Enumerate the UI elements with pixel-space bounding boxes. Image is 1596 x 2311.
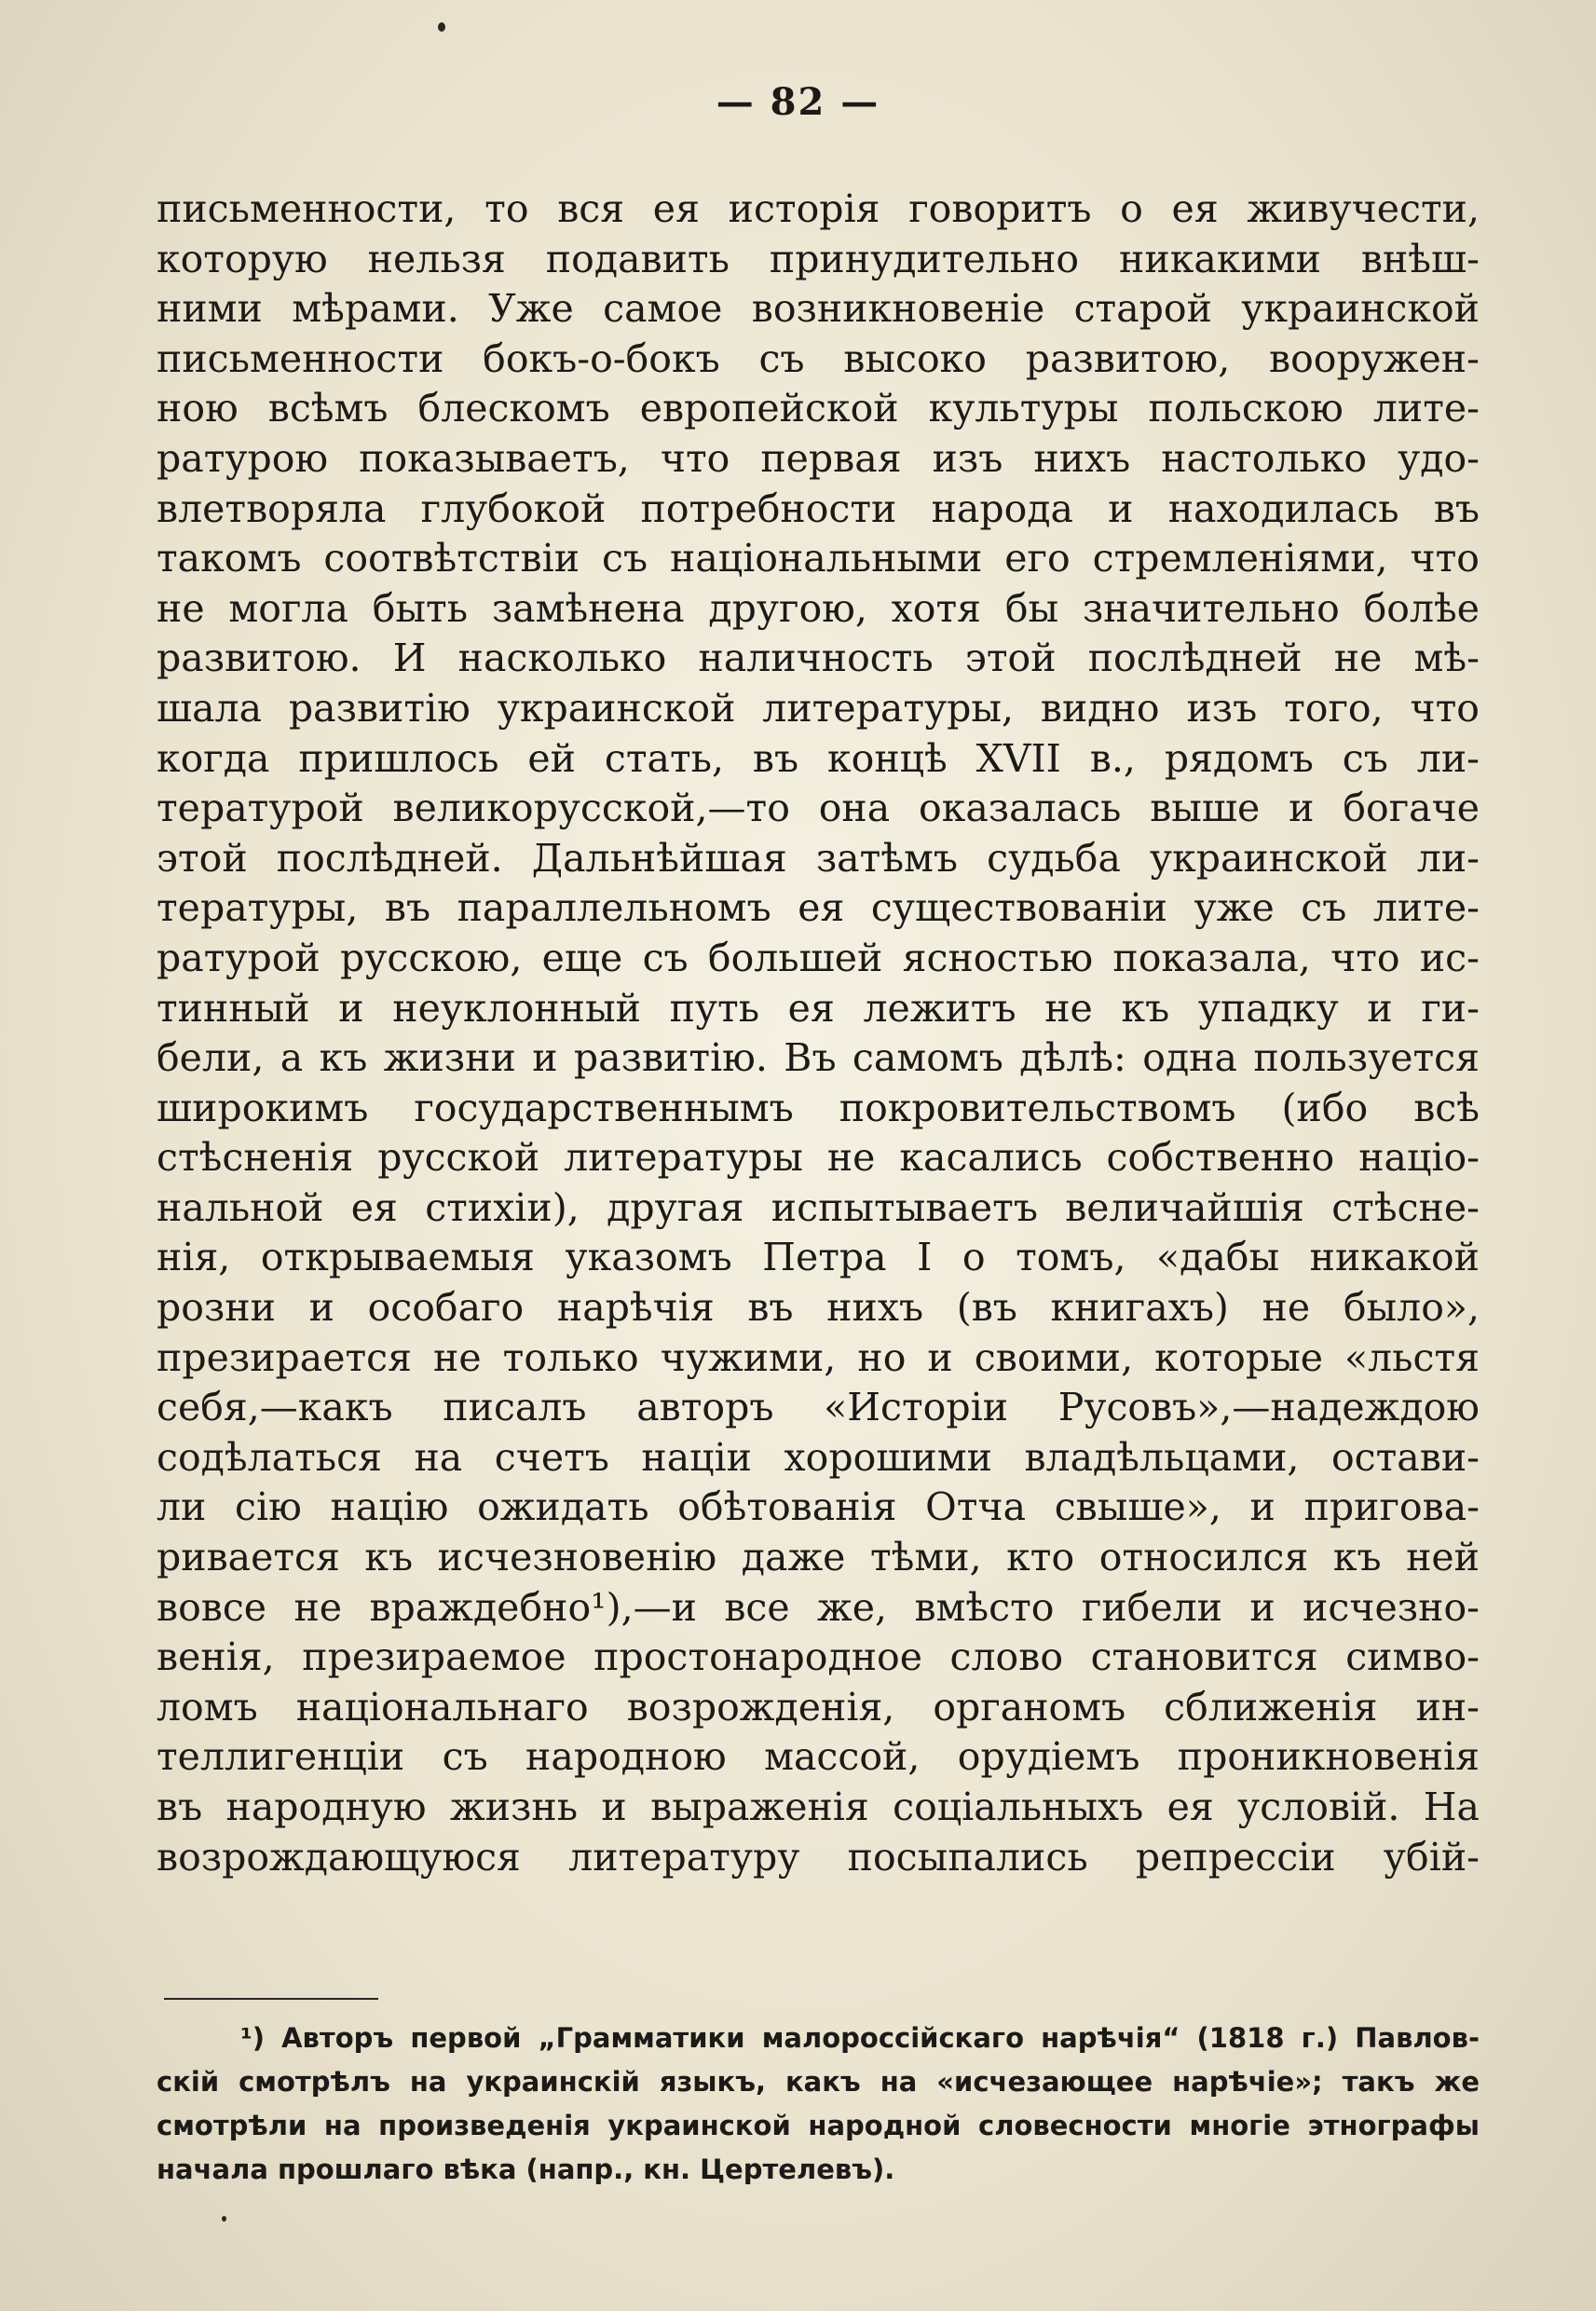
text-line: ратурой русскою, еще съ большей ясностью показала, что ис- bbox=[157, 935, 1480, 980]
text-line: письменности, то вся ея исторія говоритъ о ея живучести, bbox=[157, 186, 1480, 231]
text-line: тературой великорусской,—то она оказалась выше и богаче bbox=[157, 786, 1480, 831]
text-line: ною всѣмъ блескомъ европейской культуры польскою лите- bbox=[157, 386, 1480, 431]
text-line: ли сію націю ожидать обѣтованія Отча свыше», и пригова- bbox=[157, 1484, 1480, 1530]
text-line: этой послѣдней. Дальнѣйшая затѣмъ судьба украинской ли- bbox=[157, 835, 1480, 881]
text-line: ривается къ исчезновенію даже тѣми, кто относился къ ней bbox=[157, 1535, 1480, 1580]
text-line: широкимъ государственнымъ покровительствомъ (ибо всѣ bbox=[157, 1085, 1480, 1130]
text-line: не могла быть замѣнена другою, хотя бы значительно болѣе bbox=[157, 585, 1480, 631]
text-line: когда пришлось ей стать, въ концѣ XVII в., рядомъ съ ли- bbox=[157, 735, 1480, 781]
main-text bbox=[157, 185, 1480, 1882]
page-number: — 82 — bbox=[716, 80, 880, 124]
text-line: которую нельзя подавить принудительно никакими внѣш- bbox=[157, 236, 1480, 281]
text-line: содѣлаться на счетъ націи хорошими владѣльцами, остави- bbox=[157, 1434, 1480, 1480]
text-line: возрождающуюся литературу посыпались репрессіи убій- bbox=[157, 1834, 1480, 1880]
ink-speck bbox=[438, 22, 445, 32]
text-line: такомъ соотвѣтствіи съ національными его стремленіями, что bbox=[157, 536, 1480, 581]
text-line: теллигенціи съ народною массой, орудіемъ проникновенія bbox=[157, 1734, 1480, 1780]
text-line: ломъ національнаго возрожденія, органомъ сближенія ин- bbox=[157, 1684, 1480, 1730]
text-line: письменности бокъ-о-бокъ съ высоко развитою, вооружен- bbox=[157, 335, 1480, 381]
text-line: ними мѣрами. Уже самое возникновеніе старой украинской bbox=[157, 286, 1480, 332]
footnote bbox=[157, 2017, 1480, 2192]
text-line: себя,—какъ писалъ авторъ «Исторіи Русовъ»,—надеждою bbox=[157, 1385, 1480, 1430]
text-line: вовсе не враждебно¹),—и все же, вмѣсто гибели и исчезно- bbox=[157, 1584, 1480, 1630]
footnote-line: ¹) Авторъ первой „Грамматики малороссійскаго нарѣчія“ (1818 г.) Павлов- bbox=[240, 2022, 1480, 2054]
text-line: венія, презираемое простонародное слово становится симво- bbox=[157, 1634, 1480, 1680]
text-line: влетворяла глубокой потребности народа и находилась въ bbox=[157, 485, 1480, 531]
text-line: нальной ея стихіи), другая испытываетъ величайшія стѣсне- bbox=[157, 1184, 1480, 1230]
text-line: тинный и неуклонный путь ея лежитъ не къ упадку и ги- bbox=[157, 985, 1480, 1031]
text-line: тературы, въ параллельномъ ея существованіи уже съ лите- bbox=[157, 885, 1480, 931]
text-line: шала развитію украинской литературы, видно изъ того, что bbox=[157, 685, 1480, 731]
text-line: розни и особаго нарѣчія въ нихъ (въ книгахъ) не было», bbox=[157, 1285, 1480, 1331]
text-line: бели, а къ жизни и развитію. Въ самомъ дѣлѣ: одна пользуется bbox=[157, 1035, 1480, 1081]
footnote-line: начала прошлаго вѣка (напр., кн. Цертелевъ). bbox=[157, 2154, 895, 2185]
footnote-divider bbox=[164, 1998, 378, 2000]
text-line: нія, открываемыя указомъ Петра I о томъ, «дабы никакой bbox=[157, 1235, 1480, 1280]
footnote-line: смотрѣли на произведенія украинской народной словесности многіе этнографы bbox=[157, 2110, 1480, 2141]
text-line: презирается не только чужими, но и своими, которые «льстя bbox=[157, 1334, 1480, 1380]
footnote-line: скій смотрѣлъ на украинскій языкъ, какъ на «исчезающее нарѣчіе»; такъ же bbox=[157, 2066, 1480, 2098]
text-line: стѣсненія русской литературы не касались собственно націо- bbox=[157, 1135, 1480, 1181]
text-line: ратурою показываетъ, что первая изъ нихъ настолько удо- bbox=[157, 435, 1480, 481]
ink-speck bbox=[222, 2216, 226, 2222]
text-line: въ народную жизнь и выраженія соціальныхъ ея условій. На bbox=[157, 1785, 1480, 1829]
text-line: развитою. И насколько наличность этой послѣдней не мѣ- bbox=[157, 636, 1480, 681]
